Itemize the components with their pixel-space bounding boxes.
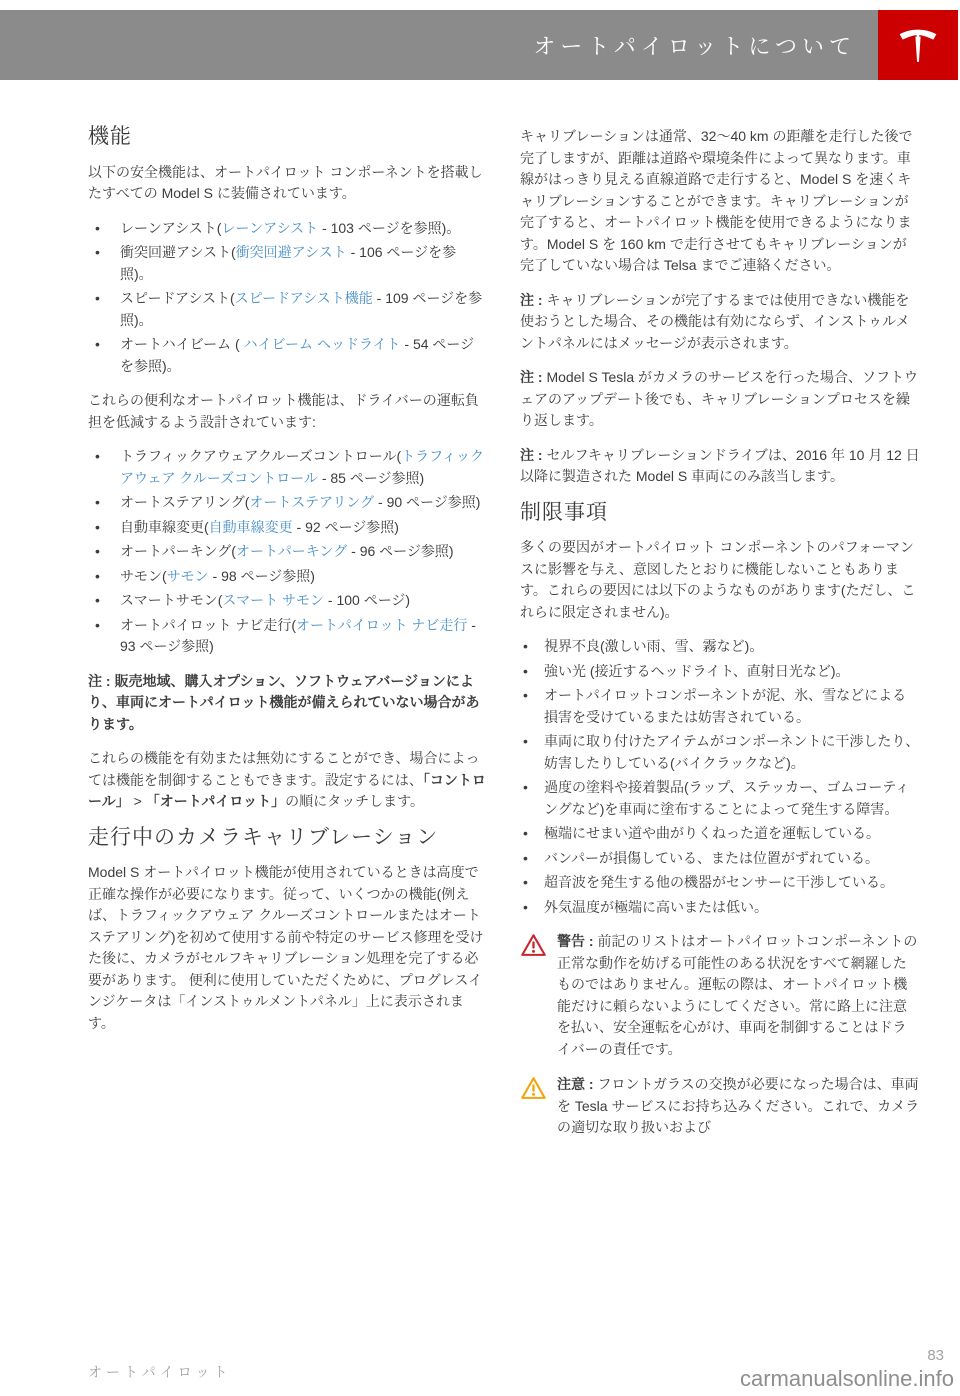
item-text: - 96 ページ参照) [347,543,454,559]
item-text: 衝突回避アシスト( [120,244,236,260]
item-text: - 54 ページを参照)。 [120,336,475,374]
auto-lane-change-link[interactable]: 自動車線変更 [208,518,293,535]
note-text: セルフキャリブレーションドライブは、2016 年 10 月 12 日以降に製造された Model S 車両にのみ該当します。 [520,446,920,484]
list-item [520,661,920,683]
item-text: オートハイビーム ( [120,336,244,352]
item-text: - 85 ページ参照) [317,469,425,486]
autosteer-link[interactable]: オートステアリング [249,494,375,510]
list-item [88,492,488,514]
item-text: 超音波を発生する他の機器がセンサーに干渉している。 [544,874,894,890]
warning-text-block [557,931,920,1060]
features-intro: 以下の安全機能は、オートパイロット コンポーネントを搭載したすべての Model S に装備されています。 [88,163,483,201]
chapter-title: オートパイロットについて [533,33,856,59]
note-text: キャリブレーションが完了するまでは使用できない機能を使おうとした場合、その機能は有効にならず、インストゥルメントパネルにはメッセージが表示されます。 [520,291,910,351]
convenience-intro: これらの便利なオートパイロット機能は、ドライバーの運転負担を低減するよう設計されています: [88,392,479,430]
text-segment: > [129,793,146,809]
note-label: 注 : [520,369,543,385]
safety-features-list [88,218,488,378]
item-text: スピードアシスト( [120,290,235,306]
watermark-text: carmanualsonline.info [739,1366,954,1391]
tesla-logo-box [878,10,958,80]
list-item [88,615,488,658]
heading-features: 機能 [88,125,132,148]
warning-icon [520,933,547,958]
limitations-list [520,636,920,918]
item-text: 視界不良(激しい雨、雪、霧など)。 [544,638,764,654]
list-item [520,636,920,658]
caution-text: フロントガラスの交換が必要になった場合は、車両を Tesla サービスにお持ち込みください。これで、カメラの適切な取り扱いおよび [557,1076,920,1135]
item-text: - 92 ページ参照) [292,518,399,535]
item-text: - 98 ページ参照) [208,567,315,584]
item-text: - 103 ページを参照)。 [318,219,461,236]
item-text: オートパイロット ナビ走行( [120,616,296,633]
item-text: - 100 ページ) [324,592,411,608]
page-header [0,10,958,80]
note-paragraph [520,367,920,432]
list-item [88,446,488,489]
item-text: トラフィックアウェアクルーズコントロール( [120,448,402,464]
list-item [520,872,920,894]
controls-menu-label: 「コントロール」 [88,771,486,809]
item-text: オートパイロットコンポーネントが泥、氷、雪などによる損害を受けているまたは妨害されている。 [544,687,907,725]
speed-assist-link[interactable]: スピードアシスト機能 [234,290,373,306]
left-column [88,126,488,1153]
list-item [520,897,920,919]
item-text: - 109 ページを参照)。 [120,290,483,328]
item-text: 自動車線変更( [120,518,209,535]
warning-text: 前記のリストはオートパイロットコンポーネントの正常な動作を妨げる可能性のある状況をすべて網羅したものではありません。運転の際は、オートパイロット機能だけに頼らないようにしてください。常に路上に注意を払い、安全運転を心がけ、車両を制御することはドライバーの責任です。 [557,933,918,1057]
limitations-intro: 多くの要因がオートパイロット コンポーネントのパフォーマンスに影響を与え、意図したとおりに機能しないこともあります。これらの要因には以下のようなものがあります(ただし、これらに限定されません)。 [520,539,916,620]
item-text: スマートサモン( [120,592,223,608]
text-segment: これらの機能を有効または無効にすることができ、場合によっては機能を制御することもできます。設定するには、 [88,750,480,788]
list-item [520,823,920,845]
tesla-t-icon [895,22,941,68]
item-text: 過度の塗料や接着製品(ラップ、ステッカー、ゴムコーティングなど)を車両に塗布することによって発生する障害。 [544,779,910,817]
item-text: オートパーキング( [120,543,236,559]
caution-text-block [557,1074,920,1139]
autopilot-menu-label: 「オートパイロット」 [145,793,286,809]
item-text: - 93 ページ参照) [120,616,476,654]
note-paragraph [520,290,920,355]
list-item [88,590,488,612]
item-text: 強い光 (接近するヘッドライト、直射日光など)。 [544,662,850,679]
item-text: 外気温度が極端に高いまたは低い。 [544,898,768,915]
settings-paragraph [88,748,488,813]
caution-label: 注意 : [557,1076,594,1092]
item-text: オートステアリング( [120,494,250,510]
note-label: 注 : [520,446,543,463]
item-text: サモン( [120,567,167,584]
smart-summon-link[interactable]: スマート サモン [222,592,324,608]
list-item [88,517,488,539]
heading-limitations: 制限事項 [520,500,608,524]
list-item [88,242,488,285]
list-item [88,334,488,377]
item-text: バンパーが損傷している、または位置がずれている。 [544,849,880,866]
list-item [88,566,488,588]
footer-section-label: オートパイロット [88,1364,232,1380]
item-text: レーンアシスト( [120,219,222,236]
item-text: - 106 ページを参照)。 [120,244,457,282]
high-beam-link[interactable]: ハイビーム ヘッドライト [243,336,401,352]
caution-callout [520,1074,920,1139]
list-item [520,685,920,728]
header-bar [0,10,878,80]
page-number: 83 [927,1347,944,1364]
note-text: Model S Tesla がカメラのサービスを行った場合、ソフトウェアのアップデート後でも、キャリブレーションプロセスを繰り返します。 [520,369,919,428]
item-text: 車両に取り付けたアイテムがコンポーネントに干渉したり、妨害したりしている(バイクラックなど)。 [544,733,920,771]
navigate-on-autopilot-link[interactable]: オートパイロット ナビ走行 [296,616,468,633]
text-segment: の順にタッチします。 [285,793,425,809]
collision-avoidance-link[interactable]: 衝突回避アシスト [235,244,347,260]
list-item [520,731,920,774]
note-label: 注 : [520,291,543,308]
heading-camera-calibration: 走行中のカメラキャリブレーション [88,825,439,849]
right-column [520,126,920,1153]
list-item [88,541,488,563]
calibration-distance-paragraph: キャリブレーションは通常、32〜40 km の距離を走行した後で完了しますが、距離は道路や環境条件によって異なります。車線がはっきり見える直線道路で走行すると、Model S を速くキャリブレーションすることができます。キャリブレーションが完了すると、オートパイロット機能を使用できるようになります。Model S を 160 km で走行させてもキャリブレーションが完了していない場合は Telsa までご連絡ください。 [520,128,913,273]
convenience-features-list [88,446,488,658]
list-item [520,777,920,820]
list-item [520,848,920,870]
camera-calibration-paragraph: Model S オートパイロット機能が使用されているときは高度で正確な操作が必要になります。従って、いくつかの機能(例えば、トラフィックアウェア クルーズコントロールまたはオートステアリング)を初めて使用する前や特定のサービス修理を受けた後に、カメラがセルフキャリブレーション処理を完了する必要があります。 便利に使用していただくために、プログレスインジケータは「インストゥルメントパネル」上に表示されます。 [88,864,484,1031]
availability-note: 注 : 販売地域、購入オプション、ソフトウェアバージョンにより、車両にオートパイロット機能が備えられていない場合があります。 [88,672,480,732]
lane-assist-link[interactable]: レーンアシスト [221,219,319,236]
item-text: - 90 ページ参照) [374,494,481,510]
tacc-link[interactable]: トラフィックアウェア クルーズコントロール [120,448,485,486]
page-content [88,126,920,1153]
caution-icon [520,1076,547,1101]
note-paragraph [520,445,920,488]
summon-link[interactable]: サモン [166,567,209,584]
autopark-link[interactable]: オートパーキング [235,543,348,559]
warning-label: 警告 : [557,933,594,949]
warning-callout [520,931,920,1060]
list-item [88,218,488,240]
item-text: 極端にせまい道や曲がりくねった道を運転している。 [544,825,880,841]
list-item [88,288,488,331]
